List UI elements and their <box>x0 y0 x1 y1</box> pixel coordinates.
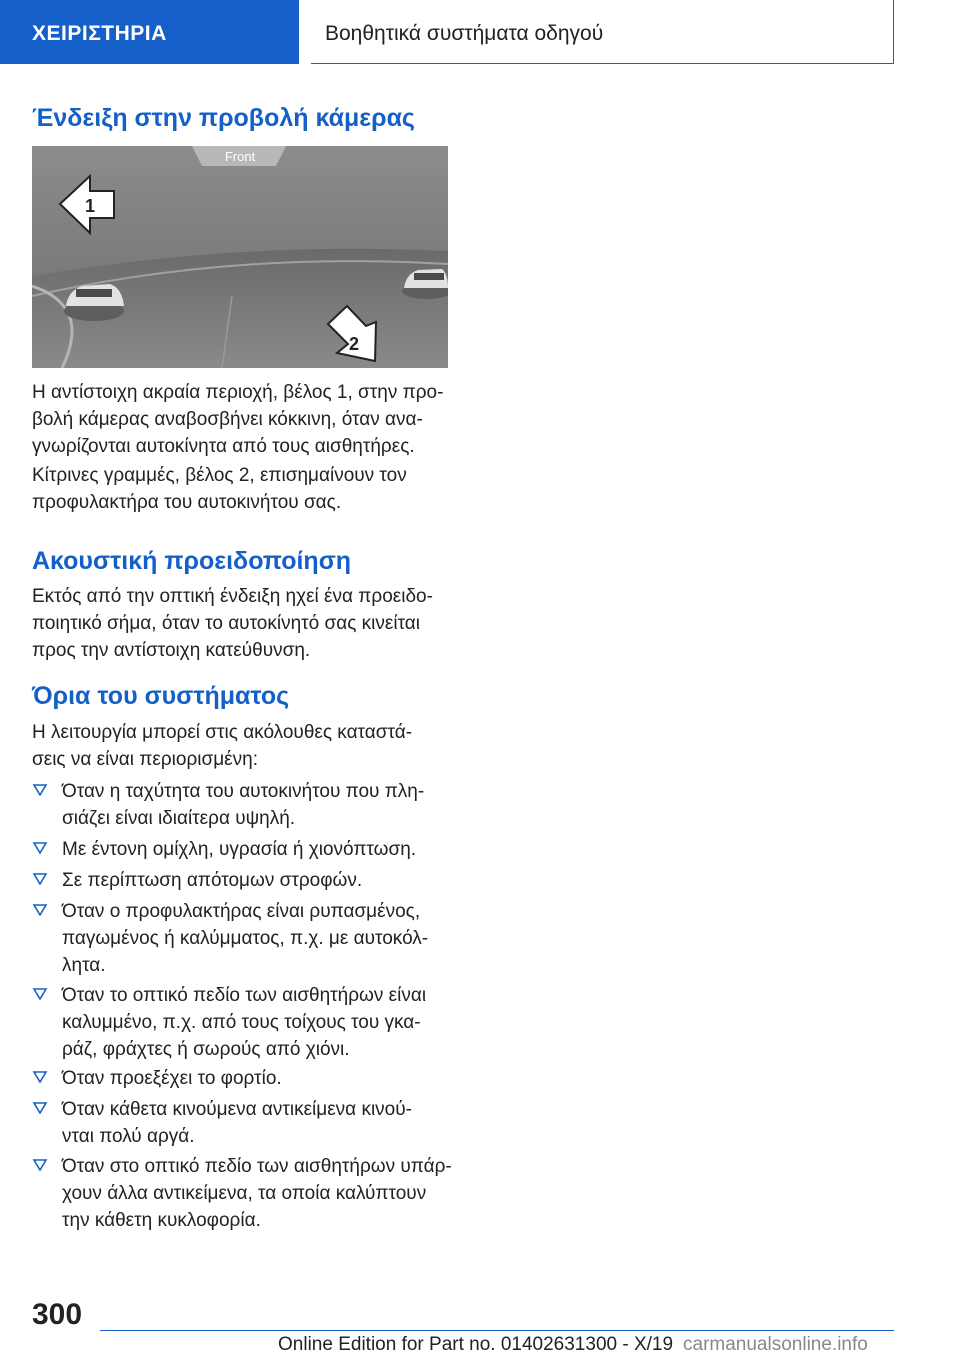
list-item: Με έντονη ομίχλη, υγρασία ή χιονόπτωση. <box>32 836 452 863</box>
paragraph-red-zone: Η αντίστοιχη ακραία περιοχή, βέλος 1, στην προ- βολή κάμερας αναβοσβήνει κόκκινη, όταν ανα- γνωρίζονται αυτοκίνητα από τους αισθητήρες. <box>32 382 444 457</box>
heading-camera-display: Ένδειξη στην προβολή κάμερας <box>32 104 415 132</box>
section-tab <box>0 0 299 64</box>
list-item: Σε περίπτωση απότομων στροφών. <box>32 867 452 894</box>
triangle-bullet-icon <box>32 1098 48 1118</box>
list-item: Όταν το οπτικό πεδίο των αισθητήρων είναι καλυμμένο, π.χ. από τους τοίχους του γκα- ράζ, φράχτες ή σωρούς από χιόνι. <box>32 982 452 1063</box>
triangle-bullet-icon <box>32 1155 48 1175</box>
triangle-bullet-icon <box>32 780 48 800</box>
triangle-bullet-icon <box>32 869 48 889</box>
front-label: Front <box>224 149 256 164</box>
svg-text:2: 2 <box>348 334 360 354</box>
triangle-bullet-icon <box>32 900 48 920</box>
chapter-header <box>311 0 894 64</box>
chapter-title: Βοηθητικά συστήματα οδηγού <box>325 22 604 45</box>
footer-edition: Online Edition for Part no. 01402631300 - X/19 <box>278 1334 674 1355</box>
paragraph-system-limits-intro: Η λειτουργία μπορεί στις ακόλουθες καταστά- σεις να είναι περιορισμένη: <box>32 722 413 770</box>
list-item: Όταν κάθετα κινούμενα αντικείμενα κινού- νται πολύ αργά. <box>32 1096 452 1150</box>
triangle-bullet-icon <box>32 1067 48 1087</box>
footer-divider <box>100 1330 894 1331</box>
paragraph-acoustic-warning: Εκτός από την οπτική ένδειξη ηχεί ένα προειδο- ποιητικό σήμα, όταν το αυτοκίνητό σας κινείται προς την αντίστοιχη κατεύθυνση. <box>32 586 433 661</box>
list-item: Όταν προεξέχει το φορτίο. <box>32 1065 452 1092</box>
triangle-bullet-icon <box>32 838 48 858</box>
heading-acoustic-warning: Ακουστική προειδοποίηση <box>32 547 352 575</box>
page-number: 300 <box>32 1298 83 1331</box>
heading-system-limits: Όρια του συστήματος <box>32 682 290 710</box>
list-item: Όταν η ταχύτητα του αυτοκινήτου που πλη- σιάζει είναι ιδιαίτερα υψηλή. <box>32 778 452 832</box>
watermark: carmanualsonline.info <box>683 1334 868 1355</box>
svg-text:1: 1 <box>84 196 96 216</box>
paragraph-yellow-lines: Κίτρινες γραμμές, βέλος 2, επισημαίνουν τον προφυλακτήρα του αυτοκινήτου σας. <box>32 465 407 513</box>
camera-view-figure <box>32 146 448 368</box>
list-item: Όταν ο προφυλακτήρας είναι ρυπασμένος, παγωμένος ή καλύμματος, π.χ. με αυτοκόλ- λητα. <box>32 898 452 979</box>
section-title: ΧΕΙΡΙΣΤΗΡΙΑ <box>32 22 167 45</box>
triangle-bullet-icon <box>32 984 48 1004</box>
list-item: Όταν στο οπτικό πεδίο των αισθητήρων υπάρ- χουν άλλα αντικείμενα, τα οποία καλύπτουν την κάθετη κυκλοφορία. <box>32 1153 452 1234</box>
